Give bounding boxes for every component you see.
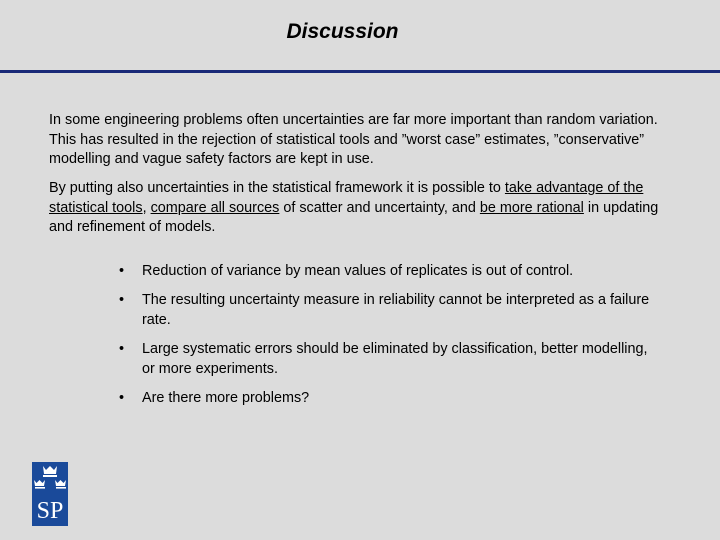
paragraph-text: of scatter and uncertainty, and — [279, 199, 480, 216]
bullet-list — [0, 262, 720, 418]
bullet-dot: • — [119, 292, 125, 309]
bullet-item — [0, 291, 662, 330]
bullet-text: Are there more problems? — [142, 389, 310, 406]
logo-lettering: SP — [36, 498, 64, 524]
bullet-item — [0, 389, 662, 409]
title-divider — [0, 70, 720, 73]
bullet-item — [0, 340, 662, 379]
bullet-item — [0, 262, 662, 282]
underlined-phrase-statistical-tools: take advantage of the statistical tools — [49, 180, 644, 216]
underlined-phrase-more-rational: be more rational — [479, 199, 584, 216]
bullet-dot: • — [119, 263, 125, 279]
slide-title: Discussion — [286, 20, 399, 43]
paragraph-text: , — [142, 199, 151, 216]
sp-logo — [32, 462, 68, 526]
paragraph-text: By putting also uncertainties in the statistical framework it is possible to — [49, 180, 505, 196]
intro-paragraph: In some engineering problems often uncertainties are far more important than random variation. This has resulted in the rejection of statistical tools and ”worst case” estimates, ”conservative” modelling and vague safety factors are kept in use. — [49, 112, 658, 167]
framework-paragraph — [49, 179, 669, 238]
bullet-text: The resulting uncertainty measure in reliability cannot be interpreted as a failure rate. — [142, 292, 650, 328]
paragraph-text: in updating and refinement of models. — [49, 199, 659, 235]
bullet-dot: • — [119, 341, 125, 358]
underlined-phrase-compare-sources: compare all sources — [150, 199, 280, 216]
bullet-text: Large systematic errors should be eliminated by classification, better modelling, or more experiments. — [142, 341, 648, 377]
bullet-text: Reduction of variance by mean values of replicates is out of control. — [142, 263, 574, 279]
bullet-dot: • — [119, 389, 125, 406]
